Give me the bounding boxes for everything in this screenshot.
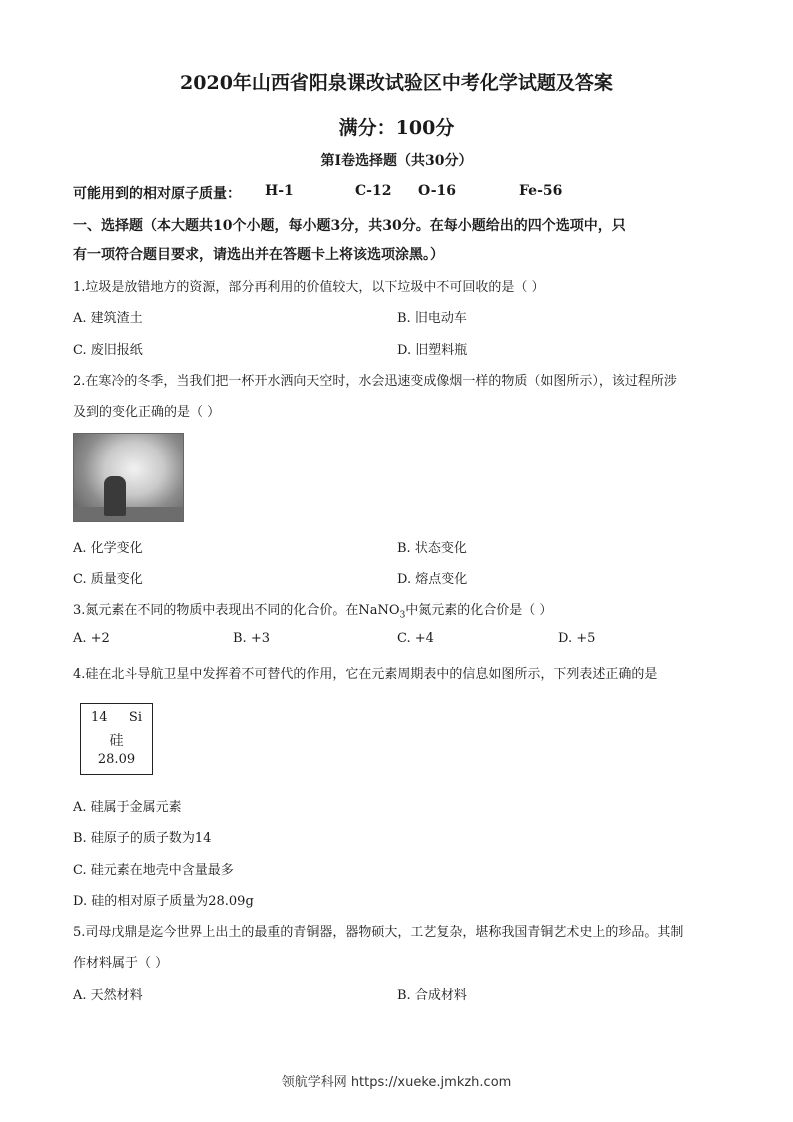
question-3-option-a[interactable]: A. +2 (73, 631, 110, 646)
question-4-text: 4.硅在北斗导航卫星中发挥着不可替代的作用，它在元素周期表中的信息如图所示，下列表述正确的是 (73, 667, 658, 682)
question-4-option-c[interactable]: C. 硅元素在地壳中含量最多 (73, 863, 234, 878)
question-2-text-line-2: 及到的变化正确的是（ ） (73, 405, 221, 420)
element-atomic-number: 14 (91, 710, 108, 725)
atomic-mass-fe: Fe-56 (519, 183, 563, 199)
question-2-option-c[interactable]: C. 质量变化 (73, 572, 143, 587)
question-3-option-d[interactable]: D. +5 (558, 631, 596, 646)
question-3-text-before: 3.氮元素在不同的物质中表现出不同的化合价。在NaNO (73, 603, 400, 618)
question-2-option-b[interactable]: B. 状态变化 (397, 541, 467, 556)
question-1-option-c[interactable]: C. 废旧报纸 (73, 343, 143, 358)
question-4-option-a[interactable]: A. 硅属于金属元素 (73, 800, 182, 815)
question-4-option-b[interactable]: B. 硅原子的质子数为14 (73, 831, 212, 846)
photo-ground (74, 507, 183, 521)
question-3-text (73, 599, 552, 621)
question-2-text-line-1: 2.在寒冷的冬季，当我们把一杯开水洒向天空时，水会迅速变成像烟一样的物质（如图所示），该过程所涉 (73, 374, 677, 389)
atomic-mass-c: C-12 (355, 183, 392, 199)
atomic-mass-o: O-16 (418, 183, 457, 199)
question-5-option-b[interactable]: B. 合成材料 (397, 988, 467, 1003)
question-1-option-a[interactable]: A. 建筑渣土 (73, 311, 143, 326)
instructions-line-2: 有一项符合题目要求，请选出并在答题卡上将该选项涂黑。） (73, 247, 444, 263)
question-2-option-d[interactable]: D. 熔点变化 (397, 572, 468, 587)
question-5-text-line-2: 作材料属于（ ） (73, 956, 169, 971)
atomic-mass-h: H-1 (265, 183, 294, 199)
section-heading: 第Ⅰ卷选择题（共30分） (320, 153, 473, 169)
question-3-option-c[interactable]: C. +4 (397, 631, 434, 646)
question-3-text-after: 中氮元素的化合价是（ ） (405, 603, 553, 618)
question-1-text: 1.垃圾是放错地方的资源，部分再利用的价值较大，以下垃圾中不可回收的是（ ） (73, 280, 545, 295)
question-5-option-a[interactable]: A. 天然材料 (73, 988, 143, 1003)
question-3-option-b[interactable]: B. +3 (233, 631, 270, 646)
boiling-water-photo (73, 433, 184, 522)
element-symbol: Si (128, 710, 142, 725)
question-2-option-a[interactable]: A. 化学变化 (73, 541, 143, 556)
question-1-option-b[interactable]: B. 旧电动车 (397, 311, 467, 326)
full-score: 满分：100分 (338, 117, 455, 139)
element-name: 硅 (109, 733, 124, 749)
question-4-option-d[interactable]: D. 硅的相对原子质量为28.09g (73, 894, 254, 909)
element-atomic-mass: 28.09 (97, 752, 136, 767)
document-title: 2020年山西省阳泉课改试验区中考化学试题及答案 (180, 72, 613, 94)
question-1-option-d[interactable]: D. 旧塑料瓶 (397, 343, 468, 358)
question-3-subscript: 3 (399, 610, 406, 621)
question-5-text-line-1: 5.司母戊鼎是迄今世界上出土的最重的青铜器，器物硕大，工艺复杂，堪称我国青铜艺术史上的珍品。其制 (73, 925, 684, 940)
photo-person (104, 476, 126, 516)
atomic-masses-label: 可能用到的相对原子质量： (73, 186, 241, 202)
silicon-element-card (80, 703, 153, 775)
page-footer: 领航学科网 https://xueke.jmkzh.com (281, 1075, 512, 1090)
instructions-line-1: 一、选择题（本大题共10个小题，每小题3分，共30分。在每小题给出的四个选项中，只 (73, 218, 626, 234)
